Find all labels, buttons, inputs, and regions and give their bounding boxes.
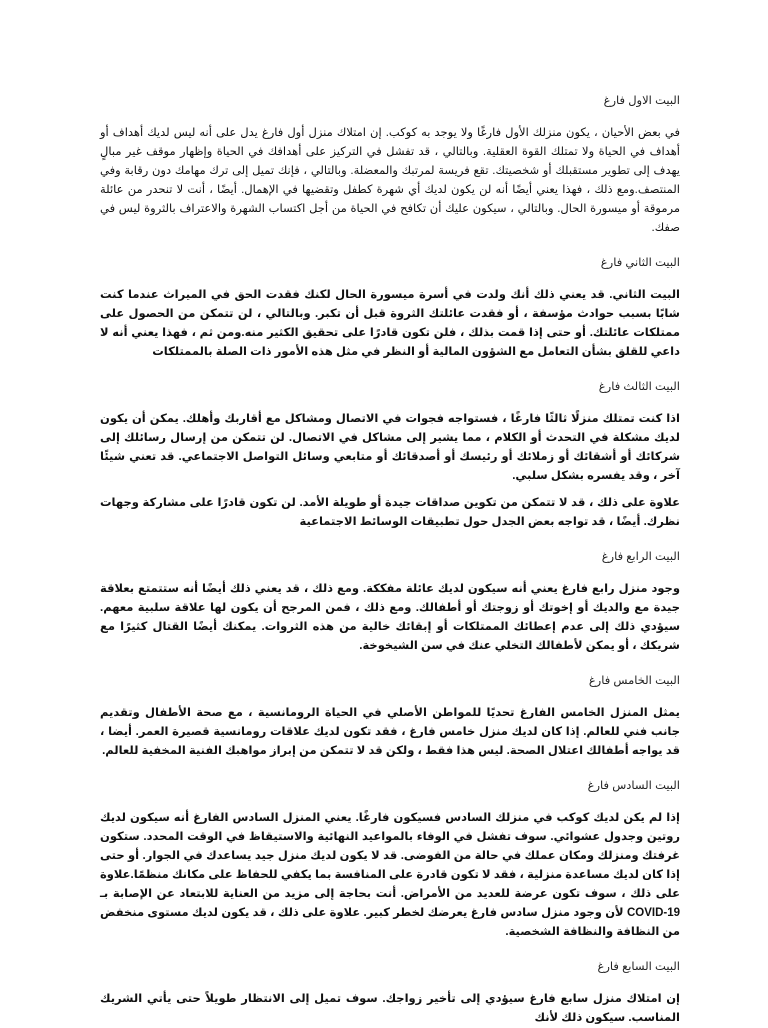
section-heading: البيت الخامس فارغ	[588, 675, 680, 687]
section-paragraph: علاوة على ذلك ، قد لا تتمكن من تكوين صداقات جيدة أو طويلة الأمد. لن تكون قادرًا على مشاركة وجهات نظرك. أيضًا ، قد تواجه بعض الجدل حول تطبيقات الوسائط الاجتماعية	[100, 497, 680, 528]
section-heading: البيت الثالث فارغ	[598, 381, 680, 393]
section-heading: البيت الرابع فارغ	[601, 551, 680, 563]
section-heading: البيت الثاني فارغ	[600, 257, 680, 269]
section-heading: البيت الاول فارغ	[603, 95, 680, 107]
section-paragraph: إذا لم يكن لديك كوكب في منزلك السادس فسيكون فارغًا. يعني المنزل السادس الفارغ أنه سيكون لديك روتين وجدول عشوائي. سوف تفشل في الوفاء بالمواعيد النهائية والاستيقاظ في الوقت المحدد. ستكون غرفتك ومنزلك ومكان عملك في حالة من الفوضى. قد لا يكون لديك منزل جيد يساعدك في الجوار. أو حتى إذا كان لديك مساعدة منزلية ، فقد لا تكون قادرة على المنافسة بما يكفي للحفاظ على مكانك منظمًا.علاوة على ذلك ، سوف تكون عرضة للعديد من الأمراض. أنت بحاجة إلى مزيد من العناية للابتعاد عن الإصابة بـ COVID-19 لأن وجود منزل سادس فارغ يعرضك لخطر كبير. علاوة على ذلك ، قد يكون لديك مستوى منخفض من النظافة والنظافة الشخصية.	[100, 812, 680, 938]
section-paragraph: البيت الثاني. قد يعني ذلك أنك ولدت في أسرة ميسورة الحال لكنك فقدت الحق في الميراث عندما كنت شابًا بسبب حوادث مؤسفة ، أو فقدت عائلتك الثروة قبل أن تكبر. وبالتالي ، لن تتمكن من الحصول على ممتلكات عائلتك. أو حتى إذا قمت بذلك ، فلن تكون قادرًا على تحقيق الكثير منه.ومن ثم ، فهذا يعني أنه لا داعي للقلق بشأن التعامل مع الشؤون المالية أو النظر في مثل هذه الأمور ذات الصلة بالممتلكات	[100, 289, 680, 358]
section-paragraph: إن امتلاك منزل سابع فارغ سيؤدي إلى تأخير زواجك. سوف تميل إلى الانتظار طويلاً حتى يأتي الشريك المناسب. سيكون ذلك لأنك	[100, 993, 680, 1024]
section-paragraph: في بعض الأحيان ، يكون منزلك الأول فارغًا ولا يوجد به كوكب. إن امتلاك منزل أول فارغ يدل على أنه ليس لديك أهداف أو أهداف في الحياة ولا تمتلك القوة العقلية. وبالتالي ، قد تفشل في التركيز على أهدافك في الحياة وإظهار موقف غير مبالٍ يهدف إلى تطوير مستقبلك أو شخصيتك. تقع فريسة لمرتبك والمعضلة. وبالتالي ، فإنك تميل إلى ترك مهامك دون رقابة وفي المنتصف.ومع ذلك ، فهذا يعني أيضًا أنه لن يكون لديك أي شهرة كطفل وتقضيها في الإهمال. أيضًا ، أنت لا تنحدر من عائلة مرموقة أو ميسورة الحال. وبالتالي ، سيكون عليك أن تكافح في الحياة من أجل اكتساب الشهرة والاعتراف بالثروة ليس في صفك.	[100, 127, 680, 234]
section-heading: البيت السابع فارغ	[597, 961, 680, 973]
section-paragraph: يمثل المنزل الخامس الفارغ تحديًا للمواطن الأصلي في الحياة الرومانسية ، مع صحة الأطفال وتقديم جانب فني للعالم. إذا كان لديك منزل خامس فارغ ، فقد تكون لديك علاقات رومانسية قصيرة العمر. أيضا ، قد يواجه أطفالك اعتلال الصحة. ليس هذا فقط ، ولكن قد لا تتمكن من إبراز مواهبك الفنية المخفية للعالم.	[100, 707, 680, 757]
document-page	[100, 92, 680, 1028]
section-heading: البيت السادس فارغ	[587, 780, 680, 792]
section-paragraph: وجود منزل رابع فارغ يعني أنه سيكون لديك عائلة مفككة. ومع ذلك ، قد يعني ذلك أيضًا أنه ستتمتع بعلاقة جيدة مع والديك أو إخوتك أو زوجتك أو أطفالك. ومع ذلك ، فمن المرجح أن يكون لها علاقة سلبية معهم. سيؤدي ذلك إلى عدم إعطائك الممتلكات أو إبقائك خالية من هذه الثروات. يمكنك أيضًا القتال كثيرًا مع شريكك ، أو يمكن لأطفالك التخلي عنك في سن الشيخوخة.	[100, 583, 680, 652]
section-paragraph: اذا كنت تمتلك منزلًا ثالثًا فارغًا ، فستواجه فجوات في الاتصال ومشاكل مع أقاربك وأهلك. يمكن أن يكون لديك مشكلة في التحدث أو الكلام ، مما يشير إلى مشاكل في الاتصال. لن تتمكن من إرسال رسائلك إلى شركائك أو أشقائك أو زملائك أو رئيسك أو أصدقائك أو متابعي وسائل التواصل الاجتماعي. قد تعني شيئًا آخر ، وقد يفسره بشكل سلبي.	[100, 413, 680, 482]
